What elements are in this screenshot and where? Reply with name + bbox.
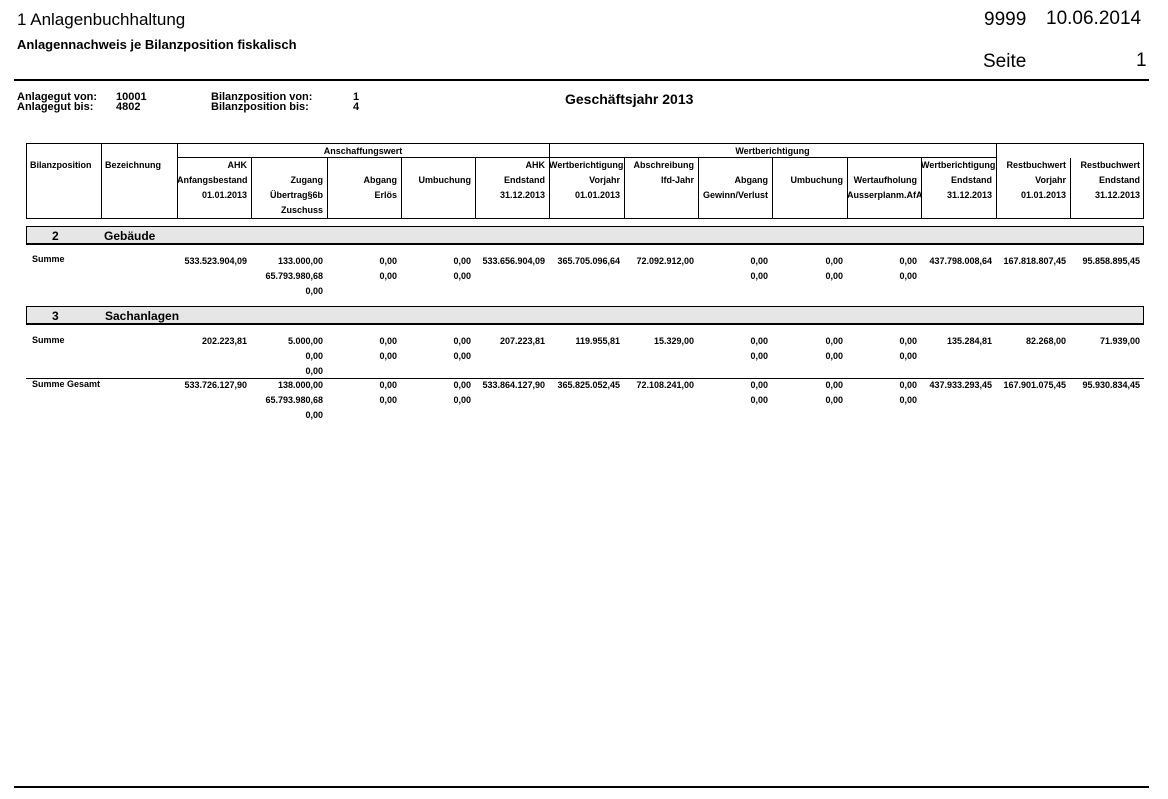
value-line: 0,00 [899,351,917,361]
value-cell [698,334,768,364]
value-line: 0,00 [379,336,397,346]
column-header-line: 31.12.2013 [946,190,992,200]
value-cell [996,378,1066,393]
value-line: 95.930.834,45 [1082,380,1140,390]
value-line: 72.108.241,00 [636,380,694,390]
value-cell [177,334,247,349]
column-header-line: Wertberichtigung [921,160,996,170]
value-line: 365.825.052,45 [557,380,620,390]
value-cell [921,334,992,349]
column-header-line: Vorjahr [589,175,620,185]
value-cell [624,334,694,349]
value-line: 72.092.912,00 [636,256,694,266]
value-line: 0,00 [899,395,917,405]
column-header-line: Ausserplanm.AfA [847,190,923,200]
value-line: 71.939,00 [1099,336,1140,346]
value-cell [996,334,1066,349]
column-header-line: Gewinn/Verlust [702,190,768,200]
value-cell [177,254,247,269]
position-from-value: 1 [353,91,360,103]
column-header-line: Restbuchwert [1006,160,1066,170]
section-name: Gebäude [104,229,156,243]
column-header-line: 01.01.2013 [1020,190,1066,200]
value-cell [401,334,471,364]
column-header-line: Anfangsbestand [177,175,248,185]
value-cell [475,334,545,349]
value-line: 0,00 [750,351,768,361]
total-label: Summe Gesamt [32,379,101,389]
value-line: 0,00 [453,271,471,281]
column-header-line: AHK [525,160,545,170]
value-cell [475,378,545,393]
value-line: 0,00 [305,286,323,296]
column-header-line: 01.01.2013 [574,190,620,200]
value-line: 0,00 [379,351,397,361]
value-cell [549,254,620,269]
page-number: 1 [1136,50,1147,71]
value-cell [1070,378,1140,393]
value-line: 533.726.127,90 [184,380,247,390]
value-cell [624,378,694,393]
column-header [847,158,923,203]
value-cell [401,254,471,284]
column-header-line: 31.12.2013 [499,190,545,200]
value-cell [698,254,768,284]
column-header-line: Umbuchung [790,175,843,185]
column-header-line: Vorjahr [1035,175,1066,185]
column-header-line: Endstand [950,175,992,185]
report-subtitle: Anlagennachweis je Bilanzposition fiskalisch [17,37,297,52]
column-header-line [251,158,323,173]
value-line: 437.798.008,64 [929,256,992,266]
column-header [177,158,247,203]
value-line: 0,00 [825,395,843,405]
value-line: 138.000,00 [277,380,323,390]
value-line: 82.268,00 [1025,336,1066,346]
value-cell [847,254,917,284]
fiscal-year: Geschäftsjahr 2013 [565,91,694,107]
value-cell [847,378,917,408]
sum-label: Summe [32,254,65,264]
value-line: 0,00 [825,380,843,390]
column-header-line: Umbuchung [418,175,471,185]
column-header-line [401,158,471,173]
column-header-line: Abschreibung [633,160,694,170]
column-header-line: Zugang [290,175,323,185]
value-cell [251,378,323,423]
value-line: 0,00 [453,351,471,361]
value-cell [624,254,694,269]
section-band-sachanlagen [26,306,1144,325]
value-cell [549,334,620,349]
column-header [996,158,1066,203]
value-cell [251,334,323,379]
value-line: 133.000,00 [277,256,323,266]
value-cell [698,378,768,408]
value-line: 437.933.293,45 [929,380,992,390]
value-line: 0,00 [750,380,768,390]
column-header-line [327,158,397,173]
column-header-line: Endstand [1098,175,1140,185]
column-header-line: Erlös [374,190,397,200]
section-band-gebaeude [26,226,1144,245]
value-cell [996,254,1066,269]
value-line: 0,00 [899,271,917,281]
report-date: 10.06.2014 [1046,8,1142,29]
column-header [549,158,624,203]
value-cell [1070,334,1140,349]
column-header-line: Wertaufholung [853,175,917,185]
value-line: 0,00 [750,395,768,405]
header-column-divider [101,144,102,218]
value-cell [251,254,323,299]
value-line: 0,00 [825,336,843,346]
value-line: 0,00 [825,256,843,266]
column-header-line: Wertberichtigung [549,160,624,170]
column-header-line: Restbuchwert [1080,160,1140,170]
column-header-line: 31.12.2013 [1094,190,1140,200]
value-line: 0,00 [825,271,843,281]
value-line: 0,00 [305,366,323,376]
value-line: 0,00 [453,380,471,390]
value-line: 0,00 [379,256,397,266]
asset-from-value: 10001 [116,91,147,103]
value-cell [327,334,397,364]
value-line: 0,00 [305,351,323,361]
column-header-line [698,158,768,173]
section-name: Sachanlagen [105,309,180,323]
value-line: 167.901.075,45 [1003,380,1066,390]
value-cell [921,254,992,269]
value-line: 15.329,00 [653,336,694,346]
group-anschaffungswert: Anschaffungswert [323,146,403,156]
column-header-line: Bezeichnung [105,160,162,170]
asset-to-label: Anlagegut bis: [17,101,94,113]
footer-divider [14,786,1149,788]
value-cell [921,378,992,393]
value-line: 0,00 [379,271,397,281]
value-line: 65.793.980,68 [265,271,323,281]
value-line: 167.818.807,45 [1003,256,1066,266]
value-line: 0,00 [453,395,471,405]
page-label: Seite [983,51,1027,72]
column-header-line: lfd-Jahr [660,175,694,185]
column-header [30,158,92,173]
report-title: 1 Anlagenbuchhaltung [17,10,186,29]
value-line: 0,00 [825,351,843,361]
value-line: 65.793.980,68 [265,395,323,405]
value-line: 0,00 [750,336,768,346]
asset-from-label: Anlagegut von: [17,91,98,103]
value-line: 0,00 [379,395,397,405]
value-line: 533.656.904,09 [482,256,545,266]
value-cell [327,378,397,408]
column-header-line: 01.01.2013 [201,190,247,200]
column-header [475,158,545,203]
column-header [327,158,397,203]
position-to-value: 4 [353,101,360,113]
position-to-label: Bilanzposition bis: [211,101,309,113]
column-header [921,158,996,203]
section-number: 2 [52,229,59,243]
column-header-line: Bilanzposition [30,160,92,170]
value-cell [177,378,247,393]
group-wertberichtigung: Wertberichtigung [735,146,810,156]
value-line: 135.284,81 [946,336,992,346]
value-line: 0,00 [379,380,397,390]
value-line: 207.223,81 [499,336,545,346]
value-line: 0,00 [750,271,768,281]
value-cell [327,254,397,284]
asset-to-value: 4802 [116,101,141,113]
column-header [251,158,323,218]
column-header [698,158,768,203]
value-line: 5.000,00 [287,336,323,346]
section-number: 3 [52,309,59,323]
value-line: 0,00 [750,256,768,266]
value-line: 0,00 [899,256,917,266]
company-number: 9999 [984,9,1027,30]
value-line: 0,00 [453,336,471,346]
value-line: 202.223,81 [201,336,247,346]
value-line: 533.864.127,90 [482,380,545,390]
value-cell [847,334,917,364]
column-header [401,158,471,188]
value-line: 95.858.895,45 [1082,256,1140,266]
value-cell [772,334,843,364]
column-header-line: AHK [227,160,247,170]
value-cell [475,254,545,269]
value-line: 365.705.096,64 [557,256,620,266]
value-line: 0,00 [305,410,323,420]
value-line: 0,00 [453,256,471,266]
value-line: 0,00 [899,336,917,346]
value-cell [772,254,843,284]
column-header [624,158,694,188]
column-header [105,158,161,173]
column-header-line: Abgang [363,175,397,185]
column-header-line [772,158,843,173]
header-divider [14,79,1149,81]
value-line: 119.955,81 [575,336,620,346]
value-cell [549,378,620,393]
value-cell [401,378,471,408]
value-line: 533.523.904,09 [184,256,247,266]
column-header [772,158,843,188]
column-header [1070,158,1140,203]
column-header-line: Endstand [503,175,545,185]
column-header-line [847,158,917,173]
column-header-line: Abgang [734,175,768,185]
value-line: 0,00 [899,380,917,390]
value-cell [1070,254,1140,269]
position-from-label: Bilanzposition von: [211,91,313,103]
column-header-line: Übertrag§6b [269,190,323,200]
column-header-line: Zuschuss [280,205,323,215]
sum-label: Summe [32,335,65,345]
value-cell [772,378,843,408]
